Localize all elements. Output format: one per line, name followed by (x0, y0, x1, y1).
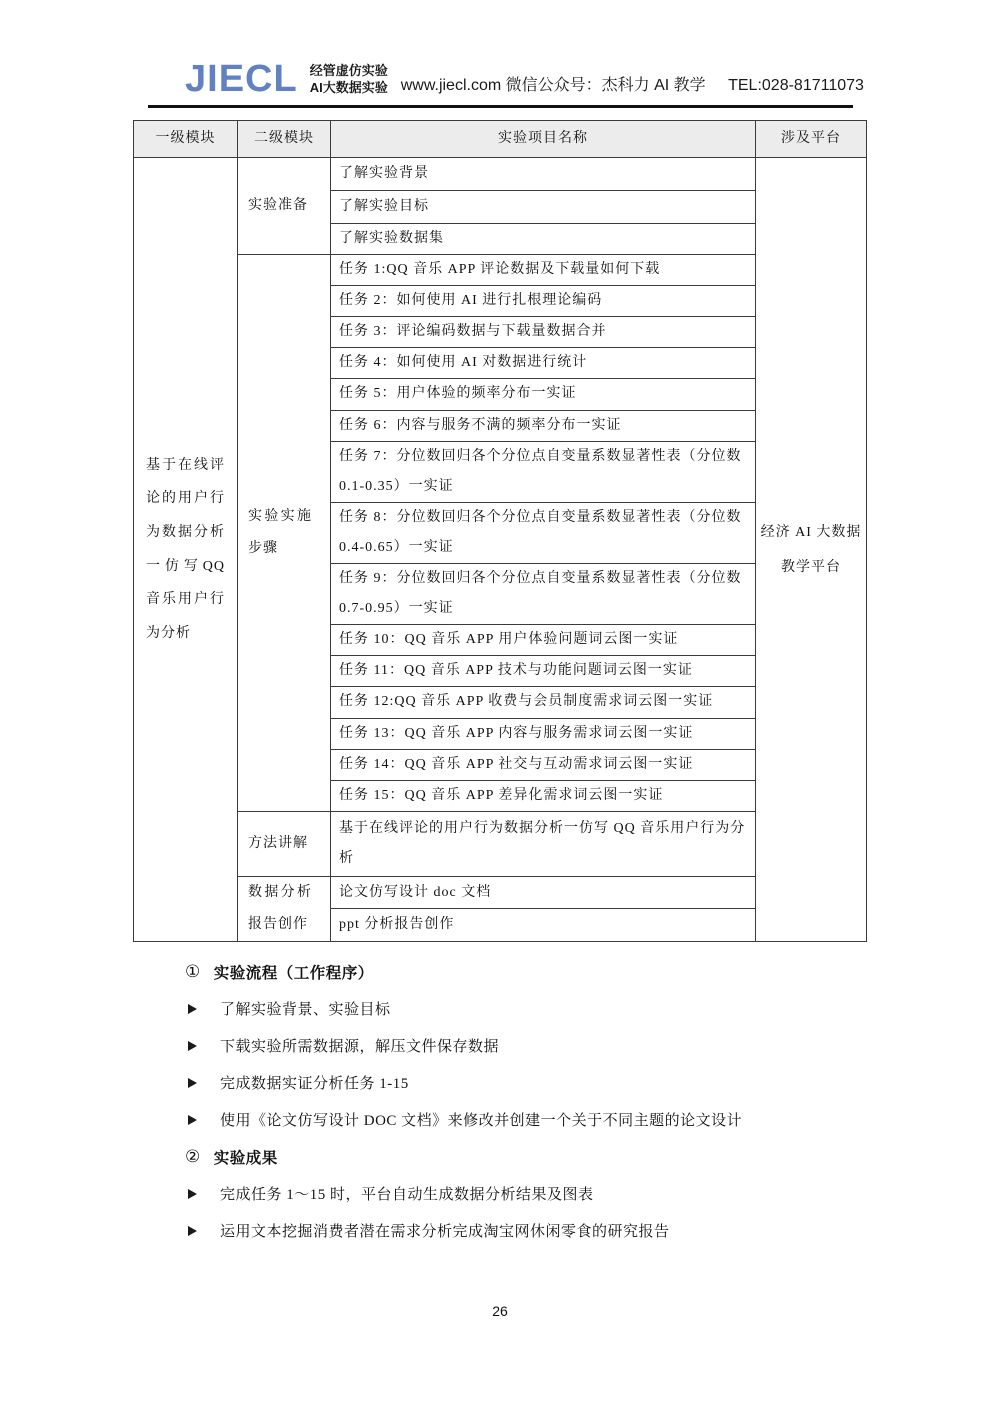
list-item (185, 1101, 866, 1138)
module-level1-cell: 基于在线评论的用户行为数据分析一仿写QQ音乐用户行为分析 (134, 158, 238, 942)
table-cell: 论文仿写设计 doc 文档 (331, 876, 756, 909)
table-cell: 了解实验目标 (331, 191, 756, 224)
table-cell: 任务 13：QQ 音乐 APP 内容与服务需求词云图一实证 (331, 718, 756, 749)
list-item-text: 完成数据实证分析任务 1-15 (220, 1076, 409, 1093)
website-text: www.jiecl.com (400, 77, 502, 94)
col-header-project: 实验项目名称 (331, 121, 756, 158)
list-item (185, 990, 866, 1027)
logo-tagline (310, 62, 388, 98)
circled-number-1-icon: ① (185, 961, 201, 981)
header-contact (401, 72, 864, 98)
results-section-title (185, 1138, 866, 1175)
experiment-table (133, 120, 867, 942)
table-cell: 任务 4：如何使用 AI 对数据进行统计 (331, 348, 756, 379)
col-header-module-2: 二级模块 (238, 121, 331, 158)
table-cell: 任务 6：内容与服务不满的频率分布一实证 (331, 410, 756, 441)
flow-section-title (185, 953, 866, 990)
experiment-flow-section (133, 953, 866, 1249)
section-label-report: 数据分析报告创作 (238, 876, 331, 941)
table-cell: 任务 5：用户体验的频率分布一实证 (331, 379, 756, 410)
list-item-text: 完成任务 1～15 时，平台自动生成数据分析结果及图表 (220, 1187, 594, 1204)
table-cell: 任务 11：QQ 音乐 APP 技术与功能问题词云图一实证 (331, 656, 756, 687)
arrow-bullet-icon (188, 1189, 197, 1199)
company-logo: JIECL (185, 58, 298, 100)
page-number: 26 (492, 1303, 508, 1319)
table-cell: 了解实验背景 (331, 158, 756, 191)
tagline-line-2: AI大数据实验 (309, 80, 388, 95)
col-header-module-1: 一级模块 (134, 121, 238, 158)
list-item (185, 1027, 866, 1064)
table-cell: 任务 8：分位数回归各个分位点自变量系数显著性表（分位数 0.4-0.65）一实证 (331, 502, 756, 563)
table-cell: 任务 12:QQ 音乐 APP 收费与会员制度需求词云图一实证 (331, 687, 756, 718)
circled-number-2-icon: ② (185, 1146, 201, 1166)
header-rule (148, 105, 853, 108)
table-cell: 任务 3：评论编码数据与下载量数据合并 (331, 317, 756, 348)
platform-cell (756, 158, 867, 942)
list-item-text: 了解实验背景、实验目标 (220, 1002, 391, 1019)
list-item-text: 运用文本挖掘消费者潜在需求分析完成淘宝网休闲零食的研究报告 (220, 1224, 670, 1241)
arrow-bullet-icon (188, 1226, 197, 1236)
list-item (185, 1175, 866, 1212)
arrow-bullet-icon (188, 1041, 197, 1051)
section-label-steps: 实验实施步骤 (238, 255, 331, 812)
col-header-platform: 涉及平台 (756, 121, 867, 158)
page-header (133, 0, 866, 98)
table-cell: 任务 15：QQ 音乐 APP 差异化需求词云图一实证 (331, 780, 756, 811)
table-cell: 任务 10：QQ 音乐 APP 用户体验问题词云图一实证 (331, 625, 756, 656)
list-item (185, 1064, 866, 1101)
section-title-text: 实验成果 (213, 1149, 278, 1167)
table-cell: 任务 9：分位数回归各个分位点自变量系数显著性表（分位数 0.7-0.95）一实证 (331, 564, 756, 625)
section-title-text: 实验流程（工作程序） (213, 964, 374, 982)
table-row (134, 158, 867, 191)
tagline-line-1: 经管虚仿实验 (309, 63, 388, 78)
table-cell: 任务 14：QQ 音乐 APP 社交与互动需求词云图一实证 (331, 749, 756, 780)
table-cell: 任务 1:QQ 音乐 APP 评论数据及下载量如何下载 (331, 255, 756, 286)
wechat-text: 微信公众号：杰科力 AI 教学 (505, 77, 706, 94)
table-cell: 了解实验数据集 (331, 224, 756, 255)
table-cell: 任务 2：如何使用 AI 进行扎根理论编码 (331, 286, 756, 317)
section-label-method: 方法讲解 (238, 811, 331, 876)
table-cell: ppt 分析报告创作 (331, 909, 756, 942)
platform-line-2: 教学平台 (781, 559, 841, 575)
table-cell: 任务 7：分位数回归各个分位点自变量系数显著性表（分位数 0.1-0.35）一实证 (331, 441, 756, 502)
list-item-text: 使用《论文仿写设计 DOC 文档》来修改并创建一个关于不同主题的论文设计 (220, 1113, 743, 1130)
list-item-text: 下载实验所需数据源，解压文件保存数据 (220, 1039, 500, 1056)
platform-line-1: 经济 AI 大数据 (760, 524, 862, 540)
table-header-row (134, 121, 867, 158)
section-label-prep: 实验准备 (238, 158, 331, 255)
arrow-bullet-icon (188, 1004, 197, 1014)
table-cell: 基于在线评论的用户行为数据分析一仿写 QQ 音乐用户行为分析 (331, 811, 756, 876)
list-item (185, 1212, 866, 1249)
arrow-bullet-icon (188, 1115, 197, 1125)
arrow-bullet-icon (188, 1078, 197, 1088)
telephone-text: TEL:028-81711073 (728, 77, 864, 94)
